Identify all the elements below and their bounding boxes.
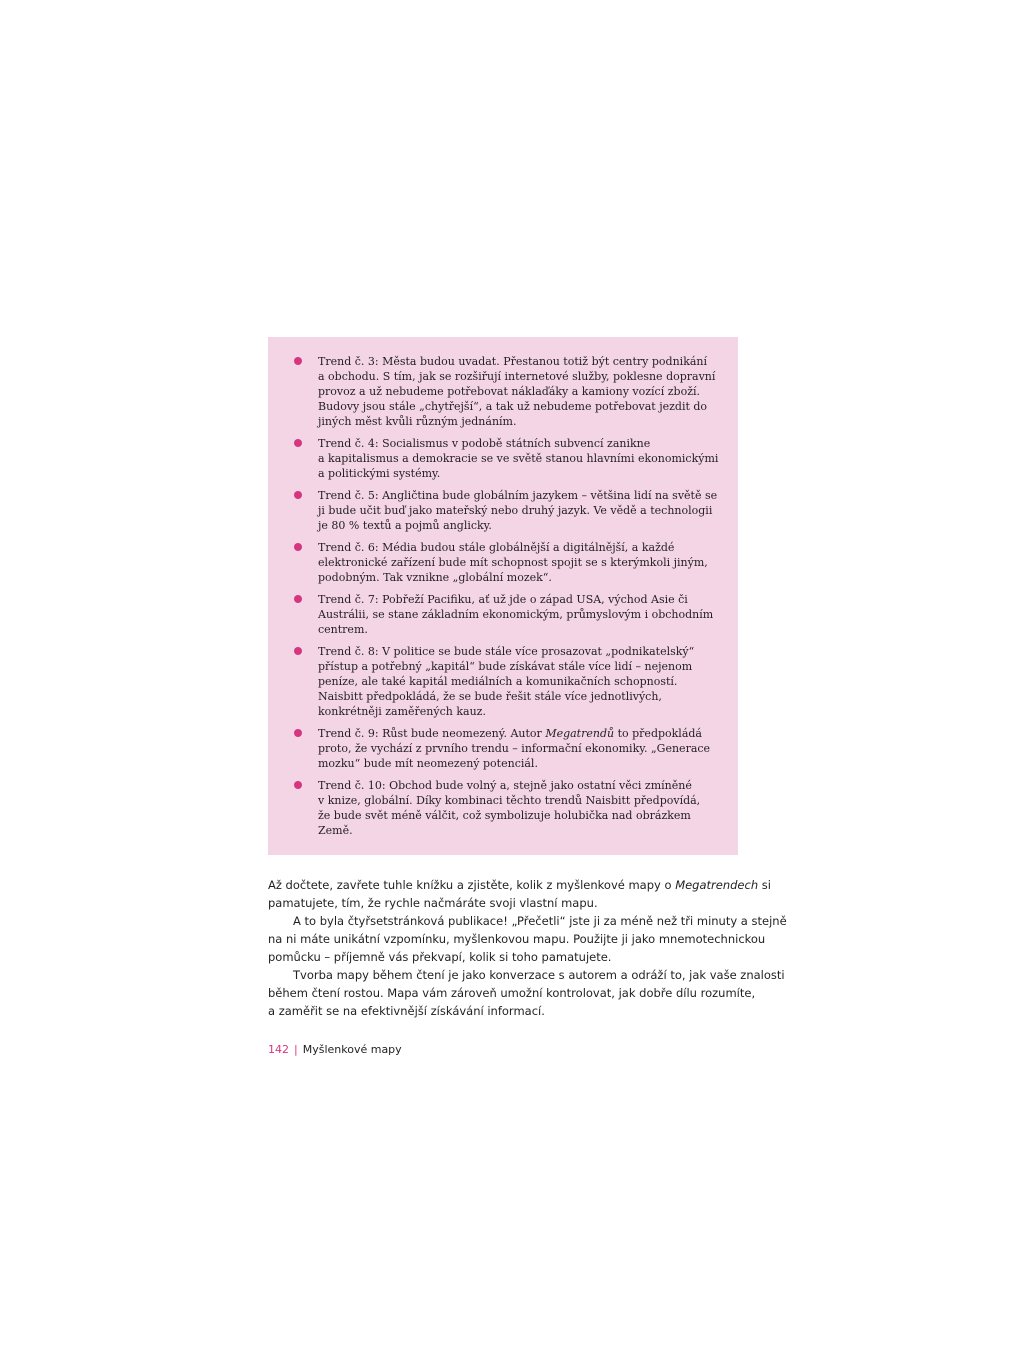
bullet-icon [294, 647, 302, 655]
trend-line: mozku“ bude mít neomezený potenciál. [318, 757, 538, 770]
paragraph-line: na ni máte unikátní vzpomínku, myšlenkovou mapu. Použijte ji jako mnemotechnickou [268, 932, 766, 946]
trend-line: provoz a už nebudeme potřebovat náklaďáky a kamiony vozící zboží. [318, 385, 700, 398]
paragraph-line: během čtení rostou. Mapa vám zároveň umožní kontrolovat, jak dobře dílu rozumíte, [268, 986, 756, 1000]
footer-separator: | [294, 1043, 298, 1056]
trend-line: je 80 % textů a pojmů anglicky. [318, 519, 492, 532]
trend-item [292, 778, 714, 838]
trend-item [292, 488, 718, 533]
trend-line: Austrálii, se stane základním ekonomickým, průmyslovým i obchodním [318, 608, 714, 621]
trend-line: a politickými systémy. [318, 467, 441, 480]
bullet-icon [294, 729, 302, 737]
paragraph-line: A to byla čtyřsetstránková publikace! „Přečetli“ jste ji za méně než tři minuty a stejně [293, 914, 787, 928]
bullet-icon [294, 543, 302, 551]
trend-line: že bude svět méně válčit, což symbolizuje holubička nad obrázkem [318, 809, 691, 822]
trend-line: v knize, globální. Díky kombinaci těchto trendů Naisbitt předpovídá, [318, 794, 701, 807]
trend-item [292, 354, 714, 429]
trend-line: Trend č. 5: Angličtina bude globálním jazykem – většina lidí na světě se [318, 489, 718, 502]
page-footer [268, 1043, 402, 1056]
trend-line: Trend č. 4: Socialismus v podobě státních subvencí zanikne [318, 437, 651, 450]
bullet-icon [294, 595, 302, 603]
page-number: 142 [268, 1043, 289, 1056]
book-title-italic: Megatrendech [675, 878, 759, 892]
trend-line: Země. [318, 824, 353, 837]
body-text [268, 876, 787, 1020]
trend-item [292, 726, 714, 771]
trend-item [292, 592, 714, 637]
trend-line: peníze, ale také kapitál mediálních a komunikačních schopností. [318, 675, 678, 688]
trend-item [292, 540, 714, 585]
trend-line: Trend č. 7: Pobřeží Pacifiku, ať už jde o západ USA, východ Asie či [318, 593, 688, 606]
trend-line: Trend č. 3: Města budou uvadat. Přestanou totiž být centry podnikání [318, 355, 708, 368]
trend-line: Naisbitt předpokládá, že se bude řešit stále více jednotlivých, [318, 690, 662, 703]
trend-line: podobným. Tak vznikne „globální mozek“. [318, 571, 552, 584]
bullet-icon [294, 439, 302, 447]
trend-line: Trend č. 10: Obchod bude volný a, stejně jako ostatní věci zmíněné [318, 779, 692, 792]
paragraph [268, 966, 785, 1020]
book-title-italic: Megatrendů [545, 727, 615, 740]
trend-line: ji bude učit buď jako mateřský nebo druhý jazyk. Ve vědě a technologii [318, 504, 713, 517]
trend-line: a kapitalismus a demokracie se ve světě stanou hlavními ekonomickými [318, 452, 719, 465]
trend-item [292, 436, 719, 481]
trend-line: konkrétněji zaměřených kauz. [318, 705, 486, 718]
bullet-icon [294, 357, 302, 365]
paragraph [268, 876, 771, 912]
trend-line: Trend č. 9: Růst bude neomezený. Autor Megatrendů to předpokládá [318, 727, 702, 740]
trend-line: centrem. [318, 623, 368, 636]
bullet-icon [294, 491, 302, 499]
trend-line: přístup a potřebný „kapitál“ bude získávat stále více lidí – nejenom [318, 660, 693, 673]
paragraph-line: Tvorba mapy během čtení je jako konverzace s autorem a odráží to, jak vaše znalosti [293, 968, 785, 982]
paragraph-line: Až dočtete, zavřete tuhle knížku a zjistěte, kolik z myšlenkové mapy o Megatrendech si [268, 878, 771, 892]
bullet-icon [294, 781, 302, 789]
paragraph-line: a zaměřit se na efektivnější získávání informací. [268, 1004, 545, 1018]
trend-line: a obchodu. S tím, jak se rozšiřují internetové služby, poklesne dopravní [318, 370, 716, 383]
trend-line: proto, že vychází z prvního trendu – informační ekonomiky. „Generace [318, 742, 711, 755]
trend-line: elektronické zařízení bude mít schopnost spojit se s kterýmkoli jiným, [318, 556, 708, 569]
trend-line: jiných měst kvůli různým jednáním. [318, 415, 517, 428]
trend-item [292, 644, 714, 719]
book-title: Myšlenkové mapy [302, 1043, 402, 1056]
trends-box [268, 337, 738, 855]
paragraph-line: pamatujete, tím, že rychle načmáráte svoji vlastní mapu. [268, 896, 598, 910]
trend-line: Budovy jsou stále „chytřejší“, a tak už nebudeme potřebovat jezdit do [318, 400, 708, 413]
trend-line: Trend č. 6: Média budou stále globálnější a digitálnější, a každé [318, 541, 675, 554]
trend-line: Trend č. 8: V politice se bude stále více prosazovat „podnikatelský“ [318, 645, 695, 658]
paragraph-line: pomůcku – příjemně vás překvapí, kolik si toho pamatujete. [268, 950, 612, 964]
paragraph [268, 912, 787, 966]
